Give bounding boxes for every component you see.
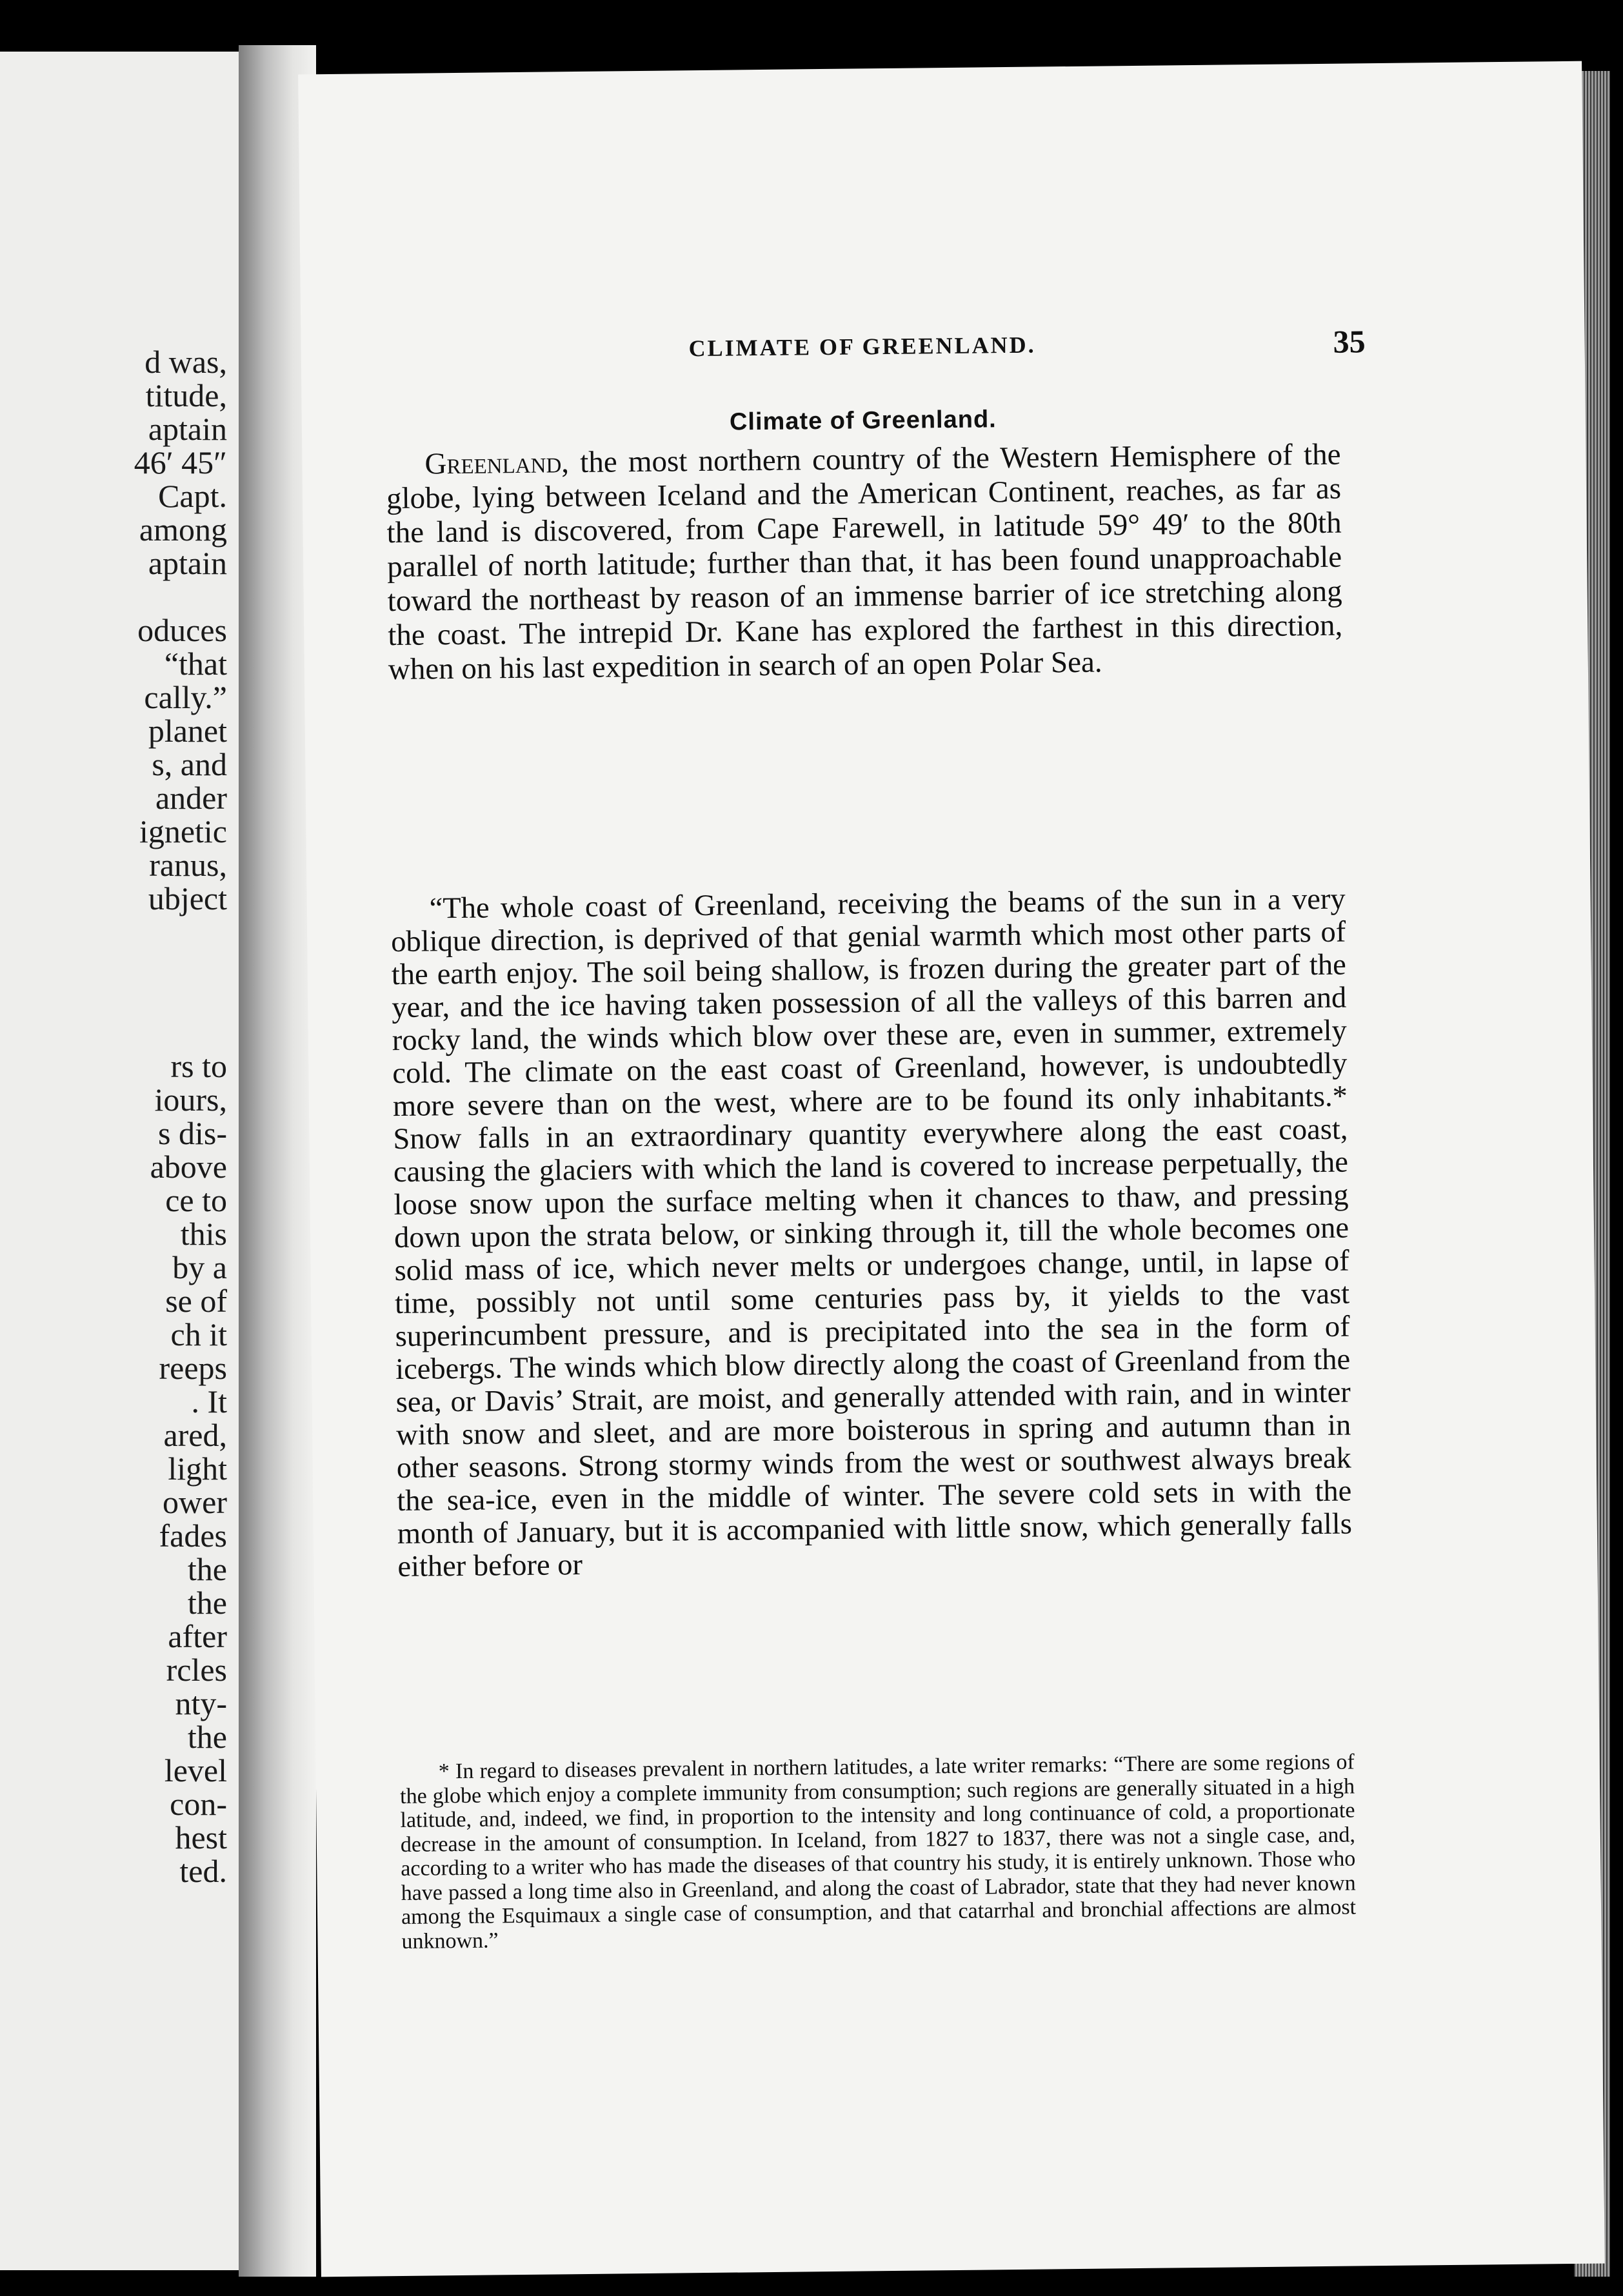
left-page-line: d was,	[144, 344, 227, 380]
left-page-line: 46′ 45″	[134, 444, 227, 480]
left-page-line: aptain	[148, 545, 227, 581]
left-page-line: ared,	[163, 1417, 227, 1453]
left-page-line: se of	[165, 1283, 227, 1319]
left-page-line: cally.”	[144, 679, 227, 715]
paragraph-quote: “The whole coast of Greenland, receiving the beams of the sun in a very oblique direction, is deprived of that genial warmth which most other parts of the earth enjoy. The soil being shallow, is frozen during the greater part of the year, and the ice having taken possession of all the valleys of this barren and rocky land, the winds which blow over these are, even in summer, extremely cold. The climate on the east coast of Greenland, however, is undoubtedly more severe than on the west, where are to be found its only inhabitants.* Snow falls in an extraordinary quantity everywhere along the east coast, causing the glaciers with which the land is covered to increase perpetually, the loose snow upon the surface melting when it chances to thaw, and pressing down upon the strata below, or sinking through it, till the whole becomes one solid mass of ice, which never melts or undergoes change, until, in lapse of time, possibly not until some centuries pass by, it yields to the vast superincumbent pressure, and is precipitated into the sea in the form of icebergs. The winds which blow directly along the coast of Greenland from the sea, or Davis’ Strait, are moist, and generally attended with rain, and in winter with snow and sleet, and are more boisterous in spring and autumn than in other seasons. Strong stormy winds from the west or southwest always break the sea-ice, even in the middle of winter. The severe cold sets in with the month of January, but it is accompanied with little snow, which generally falls either before or	[391, 882, 1353, 1584]
left-page-line: the	[187, 1719, 227, 1755]
left-page-line: this	[180, 1216, 227, 1252]
footnote: * In regard to diseases prevalent in northern latitudes, a late writer remarks: “There are some regions of the globe which enjoy a complete immunity from consumption; such regions are generally situated in a high latitude, and, indeed, we find, in proportion to the intensity and long continuance of cold, a proportionate decrease in the amount of consumption. In Iceland, from 1827 to 1837, there was not a single case, and, according to a writer who has made the diseases of that country his study, it is entirely unknown. Those who have passed a long time also in Greenland, and along the coast of Labrador, state that they had never known among the Esquimaux a single case of consumption, and that catarrhal and bronchial affections are almost unknown.”	[399, 1750, 1357, 1954]
left-page-line: . It	[191, 1383, 227, 1420]
left-page-line: above	[150, 1149, 227, 1185]
paragraph-intro-text: the most northern country of the Western Hemisphere of the globe, lying between Iceland and the American Continent, reaches, as far as the land is discovered, from Cape Farewell, in latitude 59° 49′ to the 80th parallel of north latitude; further than that, it has been found unapproachable toward the northeast by reason of an immense barrier of ice stretching along the coast. The intrepid Dr. Kane has explored the farthest in this direction, when on his last expedition in search of an open Polar Sea.	[386, 437, 1343, 687]
left-page-line: aptain	[148, 411, 227, 447]
left-page-line: light	[168, 1450, 227, 1487]
left-page-line: rs to	[170, 1048, 227, 1084]
left-page-line: among	[139, 511, 227, 548]
left-page-line: ander	[155, 780, 227, 816]
left-page-line: nty-	[175, 1685, 227, 1721]
lead-word: Greenland,	[424, 446, 570, 481]
book-page	[298, 61, 1605, 2277]
left-page-line: hest	[175, 1819, 227, 1856]
left-page-line: ranus,	[149, 847, 227, 883]
left-page-line: the	[187, 1551, 227, 1587]
left-page-line: ch it	[170, 1316, 227, 1352]
running-title: CLIMATE OF GREENLAND.	[688, 332, 1036, 362]
left-page-line: “that	[164, 646, 227, 682]
left-page-line: s, and	[152, 746, 227, 782]
facing-page-left	[0, 52, 239, 2270]
left-page-line: s dis-	[158, 1115, 227, 1151]
left-page-line: ubject	[148, 880, 227, 916]
left-page-line: after	[168, 1618, 227, 1654]
left-page-line: planet	[148, 713, 227, 749]
left-page-line: rcles	[166, 1652, 227, 1688]
page-content	[382, 64, 1366, 1954]
left-page-line: by a	[172, 1249, 227, 1285]
left-page-line: level	[164, 1752, 227, 1788]
left-page-line: iours,	[154, 1082, 227, 1118]
left-page-line: titude,	[145, 377, 227, 413]
left-page-line: reeps	[159, 1350, 227, 1386]
left-page-line: ted.	[179, 1853, 227, 1889]
left-page-line: Capt.	[158, 478, 227, 514]
page-number: 35	[1333, 323, 1366, 360]
running-head	[384, 323, 1366, 377]
left-page-line: ignetic	[139, 813, 227, 849]
paragraph-intro	[386, 438, 1343, 687]
section-title: Climate of Greenland.	[729, 406, 997, 436]
left-page-line: oduces	[137, 612, 227, 648]
left-page-line: ce to	[165, 1182, 227, 1218]
left-page-line: con-	[170, 1786, 227, 1822]
left-page-line: the	[187, 1585, 227, 1621]
left-page-line: fades	[159, 1518, 227, 1554]
left-page-line: ower	[163, 1484, 227, 1520]
